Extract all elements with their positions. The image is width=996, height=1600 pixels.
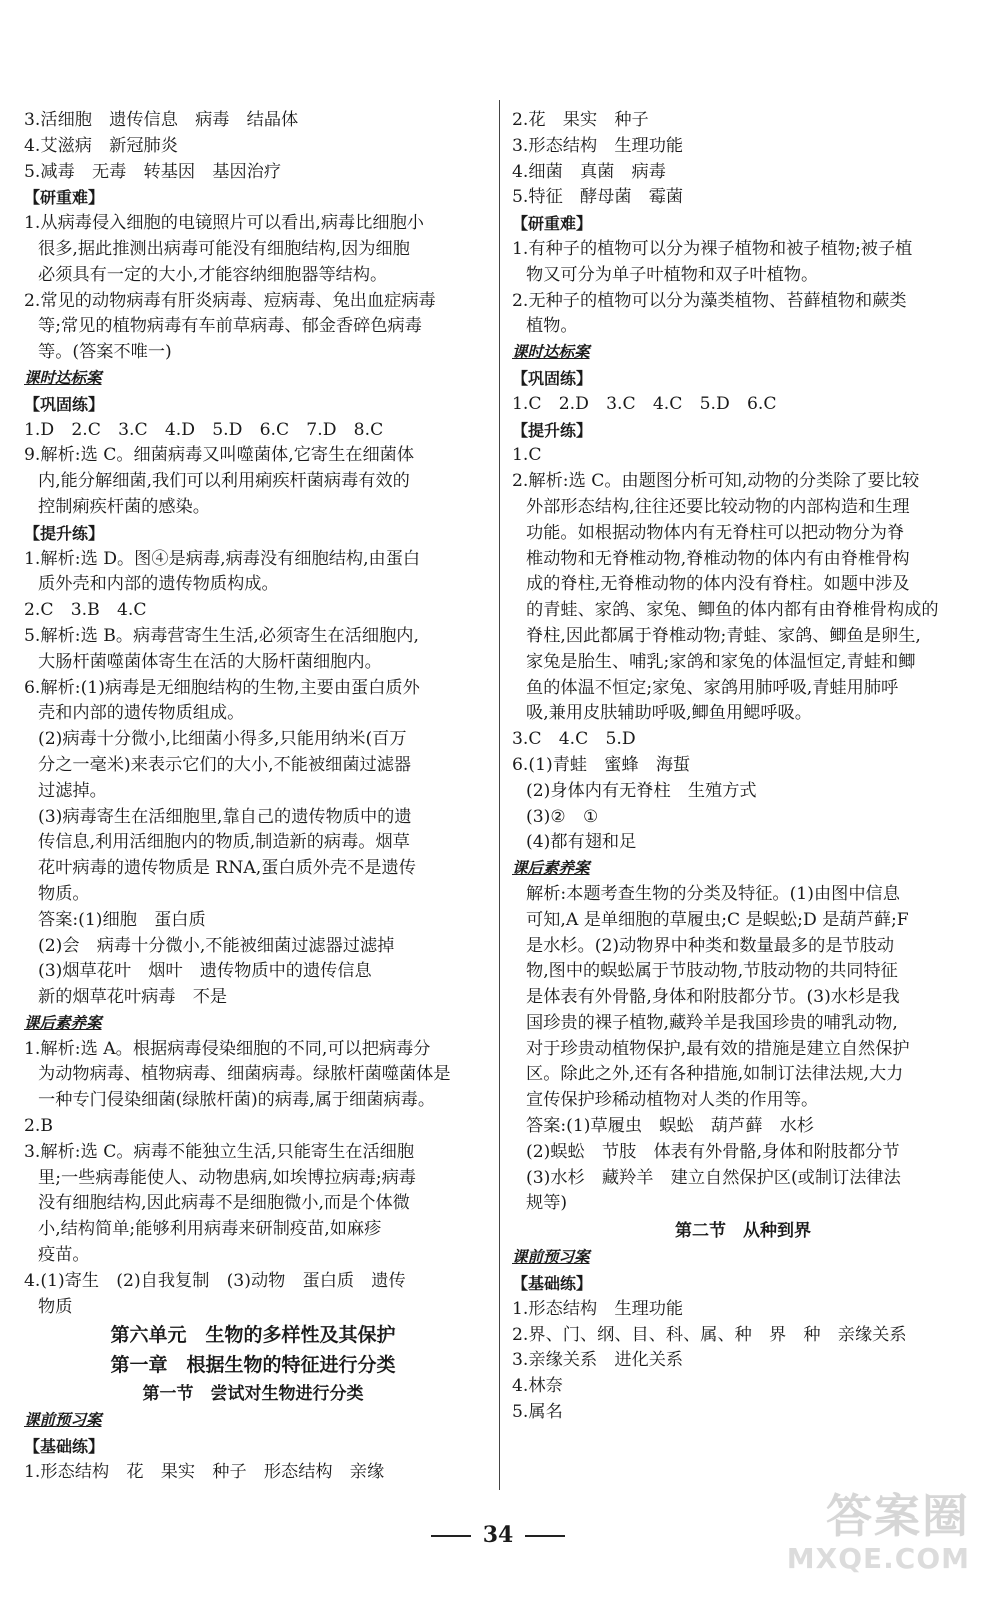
- left-line: 分之一毫米)来表示它们的大小,不能被细菌过滤器: [38, 754, 412, 775]
- right-line: 答案:(1)草履虫 蜈蚣 葫芦藓 水杉: [526, 1116, 814, 1137]
- right-line: 物,图中的蜈蚣属于节肢动物,节肢动物的共同特征: [526, 961, 898, 982]
- left-line: 1.解析:选 A。根据病毒侵染细胞的不同,可以把病毒分: [24, 1038, 431, 1059]
- right-line: 2.无种子的植物可以分为藻类植物、苔藓植物和蕨类: [512, 290, 907, 311]
- right-line: 4.细菌 真菌 病毒: [512, 161, 666, 182]
- left-line: 9.解析:选 C。细菌病毒又叫噬菌体,它寄生在细菌体: [24, 445, 415, 466]
- left-line: 物质。: [38, 883, 90, 904]
- right-line: 1.C 2.D 3.C 4.C 5.D 6.C: [512, 393, 777, 414]
- right-line: 【提升练】: [512, 420, 593, 440]
- column-divider: [499, 100, 500, 1490]
- right-line: 2.界、门、纲、目、科、属、种 界 种 亲缘关系: [512, 1324, 907, 1345]
- left-line: 4.艾滋病 新冠肺炎: [24, 135, 178, 156]
- left-line: 第六单元 生物的多样性及其保护: [110, 1324, 396, 1347]
- right-line: 【基础练】: [512, 1274, 593, 1294]
- left-line: 2.B: [24, 1116, 54, 1137]
- right-line: 对于珍贵动植物保护,最有效的措施是建立自然保护: [526, 1038, 910, 1059]
- right-line: 规等): [526, 1193, 568, 1214]
- left-line: 大肠杆菌噬菌体寄生在活的大肠杆菌细胞内。: [38, 651, 382, 672]
- watermark-logo-text: 答案圈: [826, 1489, 970, 1543]
- dash-left: [431, 1535, 471, 1537]
- left-line: 课时达标案: [24, 368, 102, 387]
- left-line: 小,结构简单;能够利用病毒来研制疫苗,如麻疹: [38, 1219, 382, 1240]
- right-line: 椎动物和无脊椎动物,脊椎动物的体内有由脊椎骨构: [526, 548, 910, 569]
- right-line: 课后素养案: [512, 859, 590, 878]
- right-line: (4)都有翅和足: [526, 832, 637, 853]
- left-line: 第一章 根据生物的特征进行分类: [110, 1354, 396, 1377]
- right-line: 脊柱,因此都属于脊椎动物;青蛙、家鸽、鲫鱼是卵生,: [526, 625, 921, 646]
- right-line: 3.形态结构 生理功能: [512, 135, 684, 156]
- left-line: 一种专门侵染细菌(绿脓杆菌)的病毒,属于细菌病毒。: [38, 1090, 436, 1111]
- left-line: 为动物病毒、植物病毒、细菌病毒。绿脓杆菌噬菌体是: [38, 1064, 451, 1085]
- left-line: 4.(1)寄生 (2)自我复制 (3)动物 蛋白质 遗传: [24, 1270, 406, 1291]
- watermark: [786, 1480, 978, 1580]
- left-line: 【研重难】: [24, 188, 105, 208]
- right-line: 吸,兼用皮肤辅助呼吸,鲫鱼用鳃呼吸。: [526, 703, 812, 724]
- left-line: 课前预习案: [24, 1411, 102, 1430]
- right-line: (2)蜈蚣 节肢 体表有外骨骼,身体和附肢都分节: [526, 1141, 900, 1162]
- left-line: 没有细胞结构,因此病毒不是细胞微小,而是个体微: [38, 1193, 410, 1214]
- left-line: 很多,据此推测出病毒可能没有细胞结构,因为细胞: [38, 238, 410, 259]
- right-line: 是水杉。(2)动物界中种类和数量最多的是节肢动: [526, 935, 895, 956]
- left-line: 物质: [38, 1296, 73, 1317]
- left-line: 必须具有一定的大小,才能容纳细胞器等结构。: [38, 264, 388, 285]
- right-line: 课时达标案: [512, 343, 590, 362]
- right-line: 宣传保护珍稀动植物对人类的作用等。: [526, 1090, 819, 1111]
- left-line: 过滤掉。: [38, 780, 107, 801]
- right-line: 【巩固练】: [512, 368, 593, 388]
- left-line: 等;常见的植物病毒有车前草病毒、郁金香碎色病毒: [38, 316, 422, 337]
- right-line: 国珍贵的裸子植物,藏羚羊是我国珍贵的哺乳动物,: [526, 1012, 898, 1033]
- left-line: 里;一些病毒能使人、动物患病,如埃博拉病毒;病毒: [38, 1167, 416, 1188]
- right-line: 2.花 果实 种子: [512, 110, 649, 130]
- right-line: 5.特征 酵母菌 霉菌: [512, 187, 684, 208]
- right-line: (3)水杉 藏羚羊 建立自然保护区(或制订法律法: [526, 1167, 901, 1188]
- right-line: 1.形态结构 生理功能: [512, 1298, 684, 1319]
- left-line: 2.常见的动物病毒有肝炎病毒、痘病毒、兔出血症病毒: [24, 290, 436, 311]
- right-line: 的青蛙、家鸽、家兔、鲫鱼的体内都有由脊椎骨构成的: [526, 600, 939, 621]
- left-column: [24, 108, 482, 1486]
- left-line: (3)病毒寄生在活细胞里,靠自己的遗传物质中的遗: [38, 806, 412, 827]
- right-line: 是体表有外骨骼,身体和附肢都分节。(3)水杉是我: [526, 987, 900, 1008]
- right-line: 5.属名: [512, 1402, 563, 1423]
- left-line: 质外壳和内部的遗传物质构成。: [38, 574, 279, 595]
- left-line: 等。(答案不唯一): [38, 342, 172, 363]
- right-line: 1.有种子的植物可以分为裸子植物和被子植物;被子植: [512, 238, 913, 259]
- right-line: 家兔是胎生、哺乳;家鸽和家兔的体温恒定,青蛙和鲫: [526, 651, 916, 672]
- left-line: 【巩固练】: [24, 394, 105, 414]
- right-line: 1.C: [512, 445, 542, 466]
- right-column: [512, 108, 974, 1426]
- right-line: 功能。如根据动物体内有无脊柱可以把动物分为脊: [526, 522, 905, 543]
- right-line: 4.林奈: [512, 1376, 563, 1397]
- left-line: 6.解析:(1)病毒是无细胞结构的生物,主要由蛋白质外: [24, 677, 420, 698]
- left-line: 传信息,利用活细胞内的物质,制造新的病毒。烟草: [38, 832, 410, 853]
- right-line: 植物。: [526, 316, 578, 337]
- left-line: 3.活细胞 遗传信息 病毒 结晶体: [24, 110, 299, 130]
- left-line: 5.解析:选 B。病毒营寄生生活,必须寄生在活细胞内,: [24, 625, 419, 646]
- right-line: 第二节 从种到界: [675, 1221, 811, 1242]
- right-line: 3.亲缘关系 进化关系: [512, 1350, 684, 1371]
- right-line: 【研重难】: [512, 214, 593, 234]
- left-line: 控制痢疾杆菌的感染。: [38, 496, 210, 517]
- left-line: 【提升练】: [24, 523, 105, 543]
- page-number-text: 34: [482, 1522, 514, 1548]
- left-line: 疫苗。: [38, 1245, 90, 1266]
- right-line: 成的脊柱,无脊椎动物的体内没有脊柱。如题中涉及: [526, 574, 910, 595]
- dash-right: [525, 1535, 565, 1537]
- left-line: (3)烟草花叶 烟叶 遗传物质中的遗传信息: [38, 961, 372, 982]
- left-line: (2)会 病毒十分微小,不能被细菌过滤器过滤掉: [38, 935, 395, 956]
- right-line: 物又可分为单子叶植物和双子叶植物。: [526, 264, 819, 285]
- left-line: 第一节 尝试对生物进行分类: [142, 1384, 364, 1405]
- left-line: 1.D 2.C 3.C 4.D 5.D 6.C 7.D 8.C: [24, 419, 384, 440]
- right-line: (2)身体内有无脊柱 生殖方式: [526, 780, 757, 801]
- left-line: 2.C 3.B 4.C: [24, 600, 147, 621]
- left-line: 壳和内部的遗传物质组成。: [38, 703, 245, 724]
- left-line: 5.减毒 无毒 转基因 基因治疗: [24, 161, 282, 182]
- left-line: 答案:(1)细胞 蛋白质: [38, 909, 206, 930]
- left-line: 1.形态结构 花 果实 种子 形态结构 亲缘: [24, 1462, 385, 1483]
- right-line: 6.(1)青蛙 蜜蜂 海蜇: [512, 754, 691, 775]
- right-line: 3.C 4.C 5.D: [512, 729, 636, 750]
- left-line: 1.解析:选 D。图④是病毒,病毒没有细胞结构,由蛋白: [24, 548, 421, 569]
- right-line: 区。除此之外,还有各种措施,如制订法律法规,大力: [526, 1064, 904, 1085]
- right-line: 解析:本题考查生物的分类及特征。(1)由图中信息: [526, 883, 900, 904]
- right-line: (3)② ①: [526, 806, 599, 827]
- left-line: 新的烟草花叶病毒 不是: [38, 987, 228, 1008]
- watermark-url: MXQE.COM: [786, 1542, 970, 1575]
- left-line: 【基础练】: [24, 1437, 105, 1457]
- right-line: 2.解析:选 C。由题图分析可知,动物的分类除了要比较: [512, 471, 920, 492]
- left-line: 1.从病毒侵入细胞的电镜照片可以看出,病毒比细胞小: [24, 213, 424, 234]
- left-line: 3.解析:选 C。病毒不能独立生活,只能寄生在活细胞: [24, 1141, 415, 1162]
- left-line: 课后素养案: [24, 1013, 102, 1032]
- right-line: 鱼的体温不恒定;家兔、家鸽用肺呼吸,青蛙用肺呼: [526, 677, 899, 698]
- left-line: (2)病毒十分微小,比细菌小得多,只能用纳米(百万: [38, 729, 407, 750]
- left-line: 花叶病毒的遗传物质是 RNA,蛋白质外壳不是遗传: [38, 858, 416, 879]
- right-line: 外部形态结构,往往还要比较动物的内部构造和生理: [526, 496, 910, 517]
- left-line: 内,能分解细菌,我们可以利用痢疾杆菌病毒有效的: [38, 471, 410, 492]
- right-line: 课前预习案: [512, 1248, 590, 1267]
- right-line: 可知,A 是单细胞的草履虫;C 是蜈蚣;D 是葫芦藓;F: [526, 909, 909, 930]
